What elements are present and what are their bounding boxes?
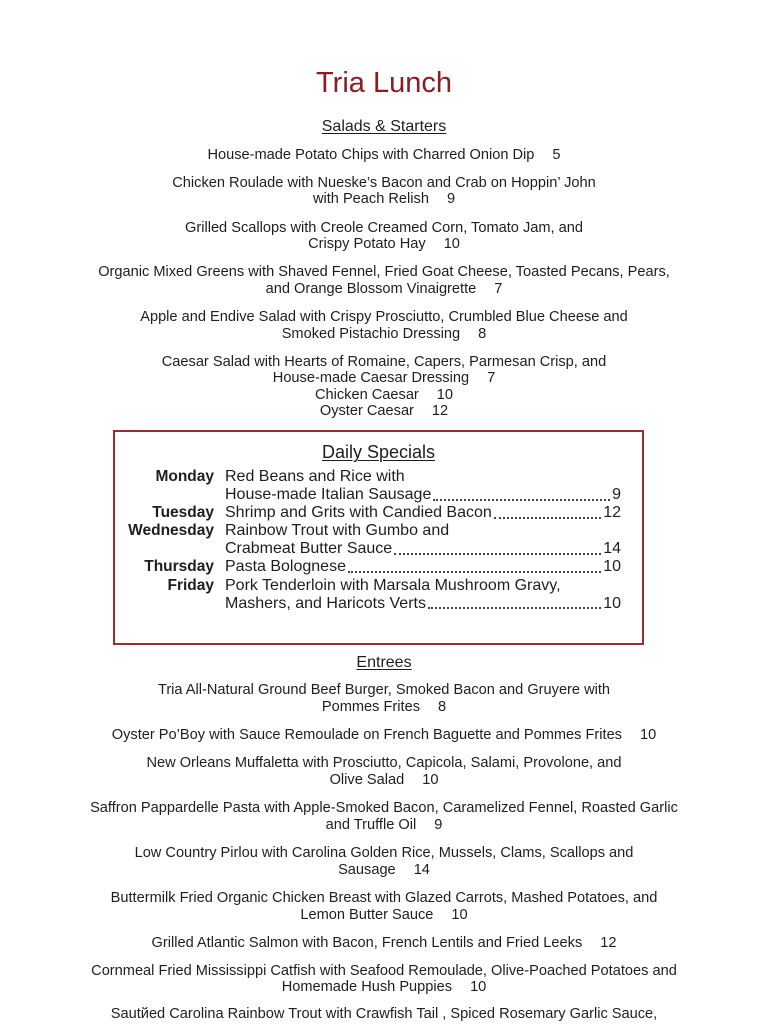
entrees-list — [0, 682, 768, 1024]
item-text: Saffron Pappardelle Pasta with Apple-Smoked Bacon, Caramelized Fennel, Roasted Garlic — [90, 799, 678, 816]
item-text: Pommes Frites — [321, 698, 420, 715]
item-text: Cornmeal Fried Mississippi Catfish with Seafood Remoulade, Olive-Poached Potatoes and — [91, 962, 677, 979]
special-text: Mashers, and Haricots Verts — [225, 594, 426, 612]
dot-leader — [394, 540, 601, 558]
item-line — [0, 845, 768, 862]
special-line — [225, 504, 621, 522]
special-text: Red Beans and Rice with — [225, 468, 405, 485]
special-price: 10 — [603, 558, 621, 576]
item-text: Low Country Pirlou with Carolina Golden Rice, Mussels, Clams, Scallops and — [134, 844, 634, 861]
item-line — [0, 907, 768, 924]
special-line — [225, 486, 621, 504]
entree-item — [0, 800, 768, 834]
special-description — [225, 468, 621, 504]
item-price: 7 — [494, 280, 503, 297]
item-price: 10 — [451, 906, 468, 923]
item-price: 8 — [478, 325, 487, 342]
item-line — [0, 370, 768, 387]
item-price: 10 — [422, 771, 439, 788]
item-price: 10 — [639, 726, 657, 743]
item-text: Tria All-Natural Ground Beef Burger, Smoked Bacon and Gruyere with — [157, 682, 611, 698]
special-line — [225, 522, 621, 540]
dot-leader — [494, 504, 601, 522]
item-line — [0, 800, 768, 817]
item-text: Olive Salad — [329, 771, 405, 788]
special-line — [225, 577, 621, 595]
item-text: Organic Mixed Greens with Shaved Fennel, Fried Goat Cheese, Toasted Pecans, Pears, — [98, 264, 670, 281]
menu-title: Tria Lunch — [316, 67, 452, 99]
special-line — [225, 468, 621, 486]
special-day: Friday — [167, 576, 214, 594]
section-heading-entrees: Entrees — [356, 654, 412, 671]
menu-item — [0, 220, 768, 253]
item-text: Sautйed Carolina Rainbow Trout with Crawfish Tail , Spiced Rosemary Garlic Sauce, — [110, 1006, 658, 1023]
daily-specials-box — [113, 430, 644, 645]
item-text: Sausage — [338, 861, 396, 878]
menu-item — [0, 264, 768, 297]
item-line — [0, 817, 768, 834]
item-text: Smoked Pistachio Dressing — [281, 325, 461, 342]
dot-leader — [428, 595, 601, 613]
special-row — [115, 522, 621, 558]
item-text: and Orange Blossom Vinaigrette — [265, 280, 477, 297]
menu-item — [0, 354, 768, 420]
item-line — [0, 309, 768, 326]
entree-item — [0, 1007, 768, 1022]
special-day: Tuesday — [152, 504, 214, 522]
item-line — [0, 326, 768, 343]
special-day: Thursday — [144, 558, 214, 576]
variant-price: 10 — [436, 386, 454, 403]
item-text: with Peach Relish — [312, 191, 429, 208]
item-price: 10 — [443, 236, 460, 253]
item-price: 7 — [487, 370, 496, 387]
special-text: Crabmeat Butter Sauce — [225, 540, 393, 558]
variant-price: 12 — [431, 403, 449, 420]
special-price: 10 — [603, 594, 621, 612]
item-text: Chicken Roulade with Nueske’s Bacon and Crab on Hoppin’ John — [172, 174, 596, 191]
special-row — [115, 468, 621, 504]
item-price: 5 — [552, 146, 561, 163]
item-text: Oyster Po’Boy with Sauce Remoulade on French Baguette and Pommes Frites — [111, 726, 622, 743]
item-line — [0, 220, 768, 237]
special-description — [225, 577, 621, 613]
item-variant — [0, 403, 768, 420]
item-price: 9 — [434, 816, 443, 833]
item-line — [0, 727, 768, 744]
item-line — [0, 147, 768, 164]
item-line — [0, 191, 768, 208]
special-text: Pork Tenderloin with Marsala Mushroom Gravy, — [225, 576, 561, 594]
special-text: Pasta Bolognese — [225, 558, 346, 576]
daily-specials-list — [115, 468, 621, 613]
entree-item — [0, 755, 768, 789]
item-text: House-made Potato Chips with Charred Onion Dip — [207, 146, 535, 163]
item-line — [0, 264, 768, 281]
entree-item — [0, 845, 768, 879]
special-text: House-made Italian Sausage — [225, 486, 432, 504]
item-line — [0, 175, 768, 192]
item-text: Lemon Butter Sauce — [300, 906, 434, 923]
item-price: 10 — [470, 979, 487, 996]
special-row — [115, 504, 621, 522]
special-price: 9 — [612, 486, 621, 504]
item-line — [0, 979, 768, 996]
special-line — [225, 595, 621, 613]
item-text: Grilled Atlantic Salmon with Bacon, French Lentils and Fried Leeks — [151, 934, 583, 951]
item-text: Apple and Endive Salad with Crispy Prosciutto, Crumbled Blue Cheese and — [140, 309, 628, 326]
item-price: 14 — [413, 861, 430, 878]
dot-leader — [433, 486, 610, 504]
item-text: Buttermilk Fried Organic Chicken Breast with Glazed Carrots, Mashed Potatoes, and — [110, 889, 658, 906]
item-line — [0, 890, 768, 907]
menu-item — [0, 147, 768, 164]
special-text: Shrimp and Grits with Candied Bacon — [225, 504, 492, 522]
item-line — [0, 963, 768, 980]
entree-item — [0, 963, 768, 997]
item-text: New Orleans Muffaletta with Prosciutto, Capicola, Salami, Provolone, and — [146, 754, 622, 771]
special-price: 12 — [603, 504, 621, 522]
item-text: Homemade Hush Puppies — [281, 979, 453, 996]
special-row — [115, 558, 621, 576]
item-price: 8 — [438, 698, 447, 715]
special-description — [225, 504, 621, 522]
menu-item — [0, 309, 768, 342]
variant-name: Chicken Caesar — [314, 386, 419, 403]
item-text: Crispy Potato Hay — [308, 236, 426, 253]
item-line — [0, 682, 768, 699]
item-text: Caesar Salad with Hearts of Romaine, Capers, Parmesan Crisp, and — [161, 353, 607, 370]
item-line — [0, 1007, 768, 1022]
item-line — [0, 772, 768, 789]
entree-item — [0, 727, 768, 744]
item-line — [0, 699, 768, 716]
item-line — [0, 755, 768, 772]
special-line — [225, 558, 621, 576]
item-text: House-made Caesar Dressing — [272, 370, 470, 387]
special-line — [225, 540, 621, 558]
entree-item — [0, 682, 768, 716]
salads-list — [0, 147, 768, 432]
special-day: Wednesday — [128, 522, 214, 540]
item-line — [0, 236, 768, 253]
entree-item — [0, 935, 768, 952]
variant-name: Oyster Caesar — [319, 403, 414, 420]
special-price: 14 — [603, 540, 621, 558]
item-line — [0, 354, 768, 371]
entree-item — [0, 890, 768, 924]
item-line — [0, 281, 768, 298]
item-line — [0, 935, 768, 952]
menu-item — [0, 175, 768, 208]
special-text: Rainbow Trout with Gumbo and — [225, 522, 450, 540]
item-price: 12 — [600, 934, 617, 951]
item-variant — [0, 387, 768, 404]
item-text: and Truffle Oil — [325, 816, 417, 833]
section-heading-daily-specials: Daily Specials — [321, 442, 436, 462]
special-description — [225, 522, 621, 558]
item-text: Grilled Scallops with Creole Creamed Corn, Tomato Jam, and — [185, 219, 583, 236]
item-price: 9 — [446, 191, 456, 208]
special-row — [115, 577, 621, 613]
special-day: Monday — [155, 468, 214, 485]
item-line — [0, 862, 768, 879]
section-heading-salads: Salads & Starters — [321, 118, 447, 135]
special-description — [225, 558, 621, 576]
dot-leader — [348, 558, 601, 576]
